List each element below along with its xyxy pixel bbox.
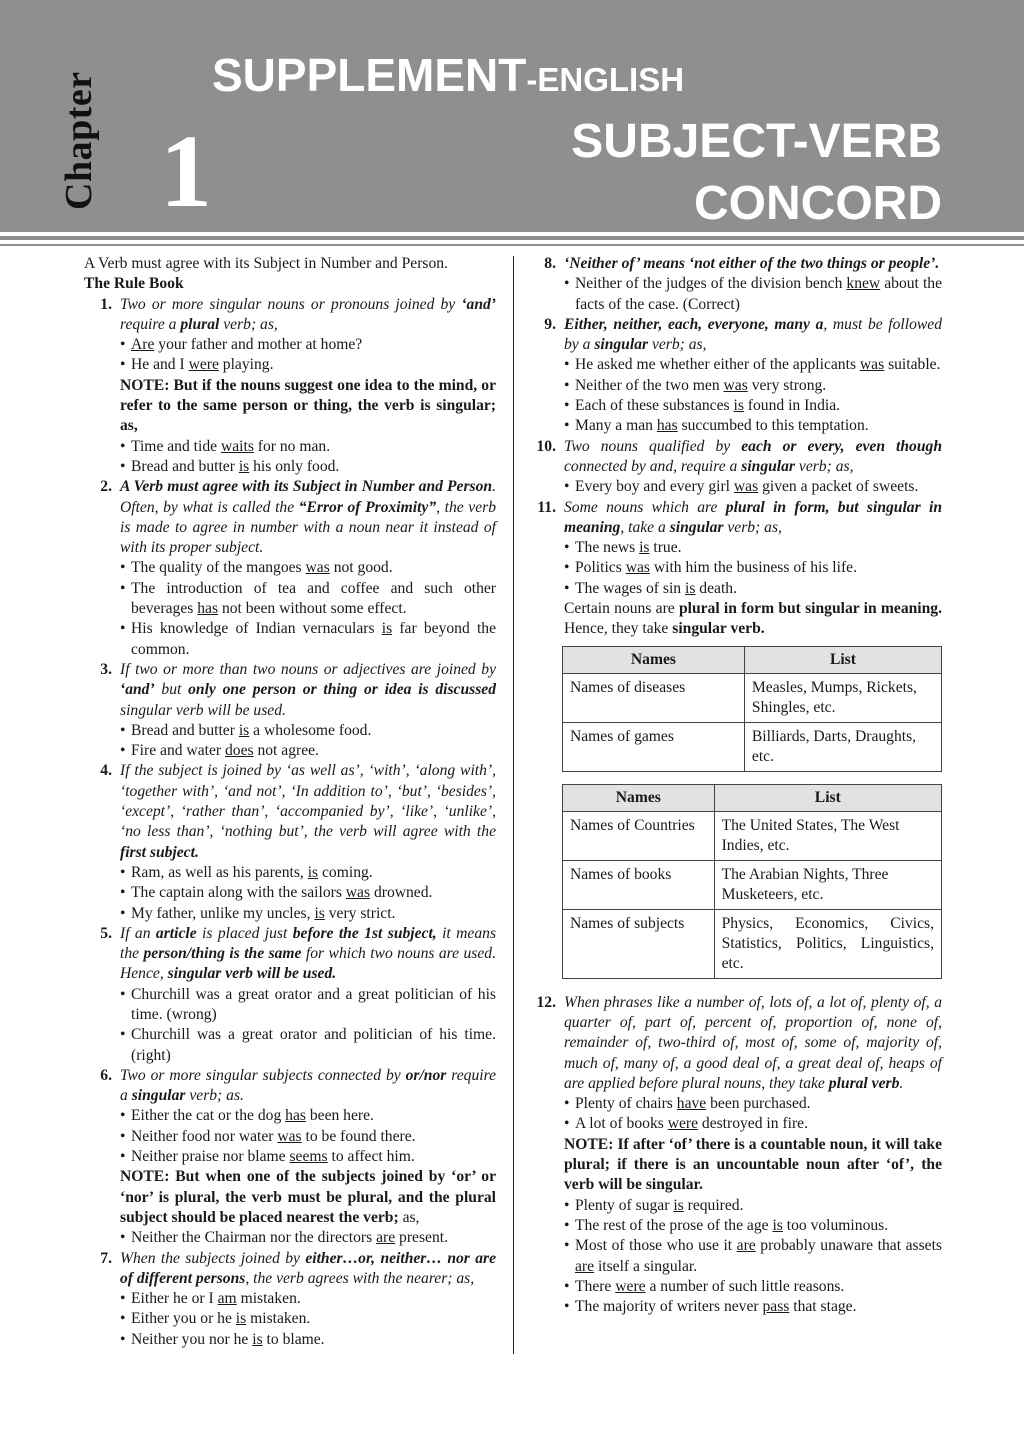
example: • Neither of the judges of the division bench knew about the facts of the case. (Correct) <box>564 274 942 315</box>
example: • The rest of the prose of the age is too voluminous. <box>564 1216 942 1236</box>
rule-text: Two or more singular subjects connected by or/nor require a singular verb; as. <box>120 1066 496 1105</box>
column-header: Names <box>563 646 745 673</box>
example: • Churchill was a great orator and a great politician of his time. (wrong) <box>120 985 496 1026</box>
example: • Most of those who use it are probably unaware that assets are itself a singular. <box>564 1236 942 1277</box>
example: • Ram, as well as his parents, is coming. <box>120 863 496 883</box>
table-cell: Names of books <box>563 860 715 909</box>
example: • Either you or he is mistaken. <box>120 1309 496 1329</box>
rule-text: Some nouns which are plural in form, but singular in meaning, take a singular verb; as, <box>564 498 942 536</box>
example: • The news is true. <box>564 538 942 558</box>
rule-12: 12. When phrases like a number of, lots of, a lot of, plenty of, a quarter of, part of, percent of, proportion of, none of, remainder of, two-third of, most of, some of, majority of, much of, many of, a good deal of, a great deal of, heaps of are applied before plural nouns, they take plural verb. • Plenty of chairs have been purchased. • A lot of books were destroyed in fire. NOTE: If after ‘of’ there is a countable noun, it will take plural; if there is an uncountable noun after ‘of’, the verb will be singular. • Plenty of sugar is required. • The rest of the prose of the age is too voluminous. • Most of those who use it are probably unaware that assets are itself a singular. • There were a number of such little reasons. • The majority of writers never pass that stage. <box>528 993 942 1318</box>
example: • Every boy and every girl was given a packet of sweets. <box>564 477 942 497</box>
example: • Neither of the two men was very strong. <box>564 376 942 396</box>
rule-4: 4. If the subject is joined by ‘as well as’, ‘with’, ‘along with’, ‘together with’, ‘and not’, ‘In addition to’, ‘but’, ‘besides’, ‘except’, ‘rather than’, ‘accompanied by’, ‘like’, ‘unlike’, ‘no less than’, ‘nothing but’, the verb will agree with the first subject. • Ram, as well as his parents, is coming. • The captain along with the sailors was drowned. • My father, unlike my uncles, is very strict. <box>84 761 496 923</box>
supplement-subject: -ENGLISH <box>526 61 685 98</box>
rule-text: ‘Neither of’ means ‘not either of the two things or people’. <box>564 255 940 272</box>
rule-text: When the subjects joined by either…or, neither… nor are of different persons, the verb agrees with the nearer; as, <box>120 1249 497 1287</box>
table-cell: The Arabian Nights, Three Musketeers, etc. <box>714 860 941 909</box>
rule-11: 11. Some nouns which are plural in form, but singular in meaning, take a singular verb; as, • The news is true. • Politics was with him the business of his life. • The wages of sin is death. Certain nouns are plural in form but singular in meaning. Hence, they take singular verb. <box>528 498 942 640</box>
column-header: Names <box>563 784 715 811</box>
example: • Either he or I am mistaken. <box>120 1289 496 1309</box>
table-cell: Names of subjects <box>563 909 715 978</box>
note: NOTE: But if the nouns suggest one idea to the mind, or refer to the same person or thing, the verb is singular; as, <box>120 376 496 435</box>
table-cell: Physics, Economics, Civics, Statistics, Politics, Linguistics, etc. <box>714 909 941 978</box>
example: • The introduction of tea and coffee and such other beverages has not been without some effect. <box>120 579 496 620</box>
table-row <box>563 909 942 978</box>
header-rule <box>0 236 1024 240</box>
rule-text: If two or more than two nouns or adjectives are joined by ‘and’ but only one person or thing or idea is discussed singular verb will be used. <box>120 660 496 719</box>
example: • There were a number of such little reasons. <box>564 1277 942 1297</box>
rule-text: Either, neither, each, everyone, many a, must be followed by a singular verb; as, <box>564 315 943 354</box>
names-table-countries-books-subjects <box>562 784 942 979</box>
table-cell: The United States, The West Indies, etc. <box>714 811 941 860</box>
example: • Fire and water does not agree. <box>120 741 496 761</box>
example: • The captain along with the sailors was drowned. <box>120 883 496 903</box>
table-row <box>563 860 942 909</box>
rule-9: 9. Either, neither, each, everyone, many a, must be followed by a singular verb; as, • He asked me whether either of the applicants was suitable. • Neither of the two men was very strong. • Each of these substances is found in India. • Many a man has succumbed to this temptation. <box>528 315 942 437</box>
names-table-diseases-games <box>562 646 942 772</box>
example: • Are your father and mother at home? <box>120 335 496 355</box>
rule-text: If an article is placed just before the 1st subject, it means the person/thing is the same for which two nouns are used. Hence, singular verb will be used. <box>120 924 497 983</box>
chapter-title-line-2: CONCORD <box>694 177 942 230</box>
example: • Plenty of sugar is required. <box>564 1196 942 1216</box>
rule-10: 10. Two nouns qualified by each or every, even though connected by and, require a singular verb; as, • Every boy and every girl was given a packet of sweets. <box>528 437 942 498</box>
rule-6: 6. Two or more singular subjects connected by or/nor require a singular verb; as. • Either the cat or the dog has been here. • Neither food nor water was to be found there. • Neither praise nor blame seems to affect him. NOTE: But when one of the subjects joined by ‘or’ or ‘nor’ is plural, the verb must be plural, and the plural subject should be placed nearest the verb; as, • Neither the Chairman nor the directors are present. <box>84 1066 496 1249</box>
rule-2: 2. A Verb must agree with its Subject in Number and Person. Often, by what is called the “Error of Proximity”, the verb is made to agree in number with a noun near it instead of with its proper subject. • The quality of the mangoes was not good. • The introduction of tea and coffee and such other beverages has not been without some effect. • His knowledge of Indian vernaculars is far beyond the common. <box>84 477 496 660</box>
example: • Neither food nor water was to be found there. <box>120 1127 496 1147</box>
example: • A lot of books were destroyed in fire. <box>564 1114 942 1134</box>
table-cell: Measles, Mumps, Rickets, Shingles, etc. <box>744 673 941 722</box>
example: • Neither the Chairman nor the directors are present. <box>120 1228 496 1248</box>
rule-book-heading: The Rule Book <box>84 275 184 293</box>
table-cell: Names of games <box>563 722 745 771</box>
example: • The majority of writers never pass that stage. <box>564 1297 942 1317</box>
supplement-heading <box>212 49 685 101</box>
column-header: List <box>714 784 941 811</box>
example: • Bread and butter is a wholesome food. <box>120 721 496 741</box>
example: • Politics was with him the business of his life. <box>564 558 942 578</box>
rule-5: 5. If an article is placed just before the 1st subject, it means the person/thing is the same for which two nouns are used. Hence, singular verb will be used. • Churchill was a great orator and a great politician of his time. (wrong) • Churchill was a great orator and politician of his time. (right) <box>84 924 496 1066</box>
example: • Plenty of chairs have been purchased. <box>564 1094 942 1114</box>
example: • My father, unlike my uncles, is very strict. <box>120 904 496 924</box>
rule-text: Two nouns qualified by each or every, even though connected by and, require a singular verb; as, <box>564 437 942 475</box>
example: • Neither praise nor blame seems to affect him. <box>120 1147 496 1167</box>
example: • The wages of sin is death. <box>564 579 942 599</box>
chapter-number: 1 <box>160 114 212 229</box>
example: • Bread and butter is his only food. <box>120 457 496 477</box>
intro-text: A Verb must agree with its Subject in Number and Person. <box>84 255 448 272</box>
table-header-row <box>563 646 942 673</box>
header-rule-thin <box>0 244 1024 246</box>
example: • He and I were playing. <box>120 355 496 375</box>
example: • He asked me whether either of the applicants was suitable. <box>564 355 942 375</box>
left-column <box>84 254 496 1350</box>
rule-text: If the subject is joined by ‘as well as’, ‘with’, ‘along with’, ‘together with’, ‘and not’, ‘In addition to’, ‘but’, ‘besides’, ‘except’, ‘rather than’, ‘accompanied by’, ‘like’, ‘unlike’, ‘no less than’, ‘nothing but’, the verb will agree with the first subject. <box>120 762 496 861</box>
example: • Either the cat or the dog has been here. <box>120 1106 496 1126</box>
example: • Neither you nor he is to blame. <box>120 1330 496 1350</box>
table-row <box>563 811 942 860</box>
example: • Each of these substances is found in India. <box>564 396 942 416</box>
example: • His knowledge of Indian vernaculars is far beyond the common. <box>120 619 496 660</box>
note: NOTE: If after ‘of’ there is a countable noun, it will take plural; if there is an uncountable noun after ‘of’, the verb will be singular. <box>564 1135 942 1194</box>
column-divider <box>513 256 514 1354</box>
table-cell: Billiards, Darts, Draughts, etc. <box>744 722 941 771</box>
note: NOTE: But when one of the subjects joined by ‘or’ or ‘nor’ is plural, the verb must be plural, and the plural subject should be placed nearest the verb; as, <box>120 1168 496 1226</box>
table-header-row <box>563 784 942 811</box>
example: • Many a man has succumbed to this temptation. <box>564 416 942 436</box>
chapter-label: Chapter <box>58 71 100 210</box>
rule-3: 3. If two or more than two nouns or adjectives are joined by ‘and’ but only one person or thing or idea is discussed singular verb will be used. • Bread and butter is a wholesome food. • Fire and water does not agree. <box>84 660 496 761</box>
rule-1: 1. Two or more singular nouns or pronouns joined by ‘and’ require a plural verb; as, • Are your father and mother at home? • He and I were playing. NOTE: But if the nouns suggest one idea to the mind, or refer to the same person or thing, the verb is singular; as, • Time and tide waits for no man. • Bread and butter is his only food. <box>84 295 496 478</box>
rule-8: 8. ‘Neither of’ means ‘not either of the two things or people’. • Neither of the judges of the division bench knew about the facts of the case. (Correct) <box>528 254 942 315</box>
table-row <box>563 722 942 771</box>
example: • Churchill was a great orator and politician of his time. (right) <box>120 1025 496 1066</box>
rule-text: A Verb must agree with its Subject in Number and Person. Often, by what is called the “Error of Proximity”, the verb is made to agree in number with a noun near it instead of with its proper subject. <box>120 478 496 557</box>
example: • The quality of the mangoes was not good. <box>120 558 496 578</box>
table-row <box>563 673 942 722</box>
column-header: List <box>744 646 941 673</box>
right-column <box>528 254 942 1317</box>
example: • Time and tide waits for no man. <box>120 437 496 457</box>
supplement-word: SUPPLEMENT <box>212 49 527 101</box>
table-cell: Names of Countries <box>563 811 715 860</box>
rule-7: 7. When the subjects joined by either…or, neither… nor are of different persons, the verb agrees with the nearer; as, • Either he or I am mistaken. • Either you or he is mistaken. • Neither you nor he is to blame. <box>84 1249 496 1350</box>
rule-text: Certain nouns are plural in form but singular in meaning. Hence, they take singular verb. <box>564 600 942 638</box>
rule-text: Two or more singular nouns or pronouns joined by ‘and’ require a plural verb; as, <box>120 295 496 333</box>
rule-text: When phrases like a number of, lots of, a lot of, plenty of, a quarter of, part of, percent of, proportion of, none of, remainder of, two-third of, most of, some of, majority of, much of, many of, a good deal of, a great deal of, heaps of are applied before plural nouns, they take plural verb. <box>564 993 942 1092</box>
chapter-title-line-1: SUBJECT-VERB <box>571 115 942 168</box>
table-cell: Names of diseases <box>563 673 745 722</box>
